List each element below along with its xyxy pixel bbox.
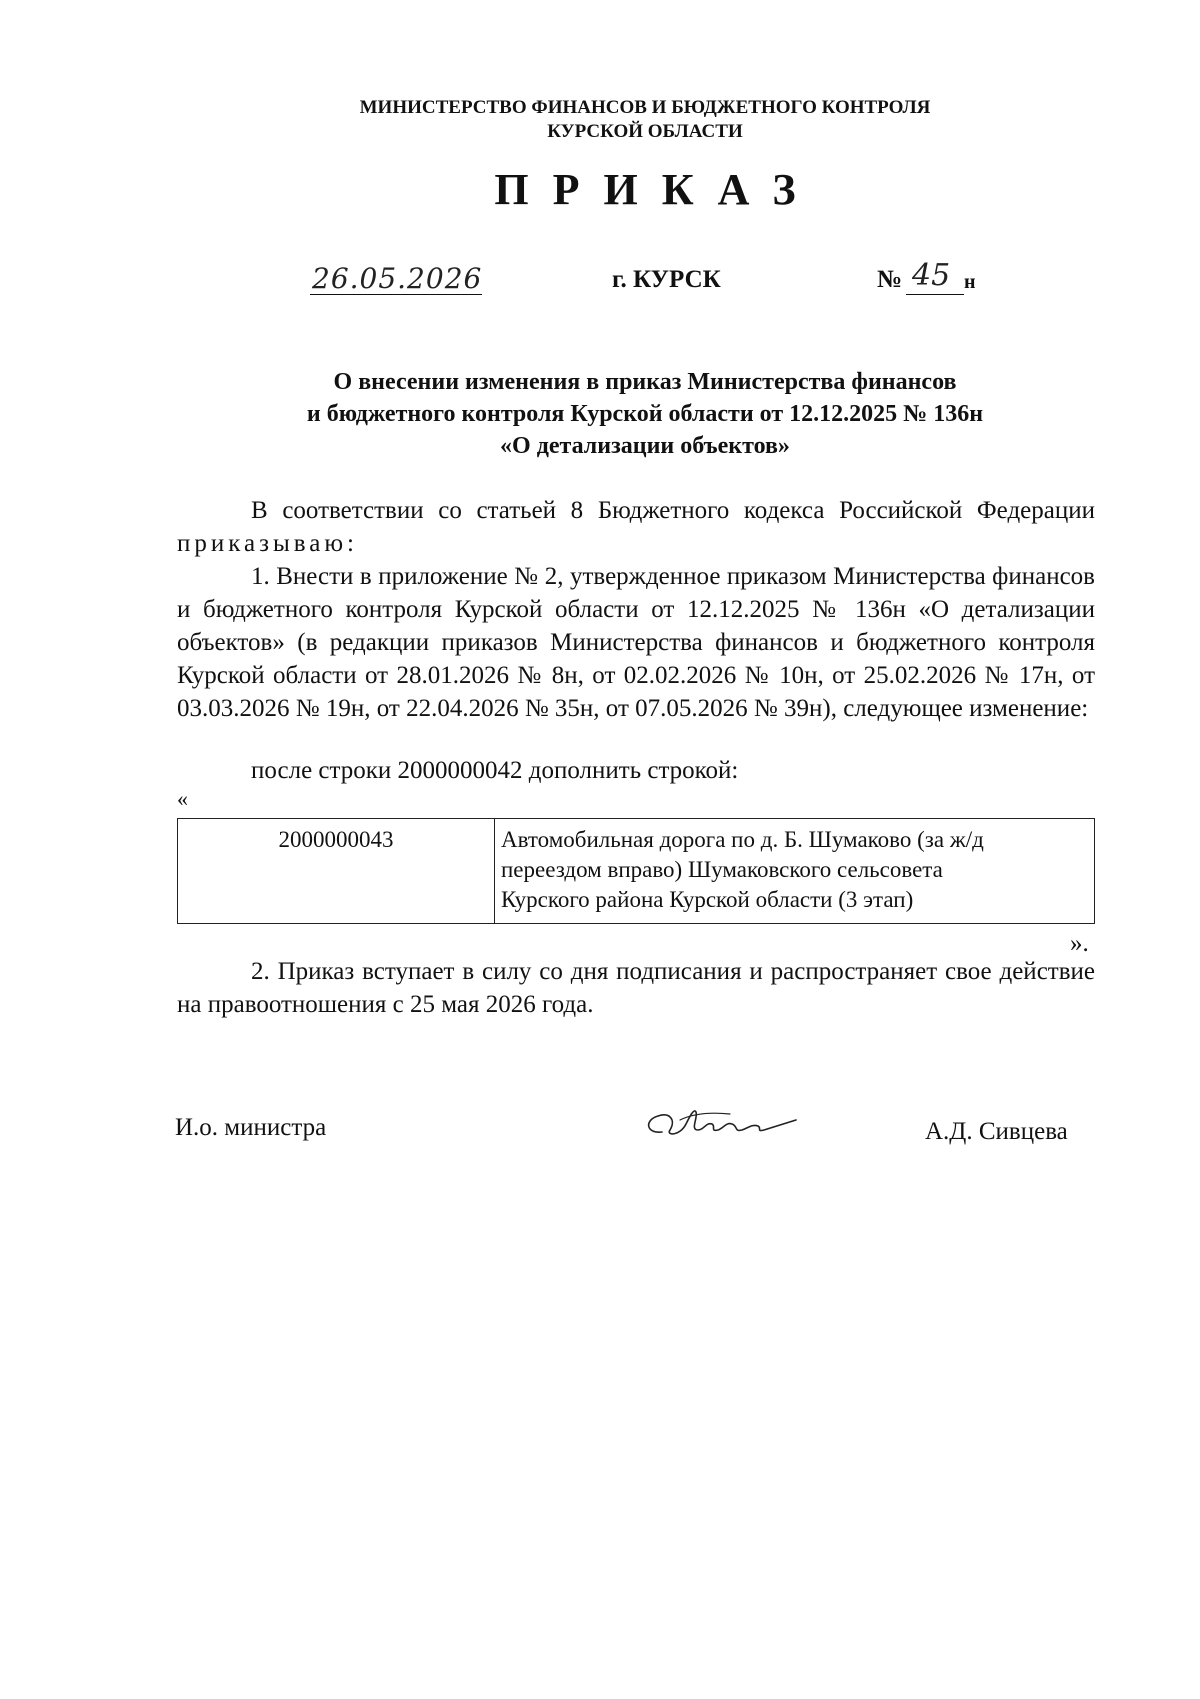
paragraph-item-1-instruction: после строки 2000000042 дополнить строкой: (251, 757, 739, 784)
signatory-name: А.Д. Сивцева (925, 1118, 1068, 1145)
table-row (178, 819, 1095, 924)
date-underline (310, 294, 482, 295)
amendment-table (177, 818, 1095, 924)
number-underline (906, 294, 964, 295)
ministry-line-1: МИНИСТЕРСТВО ФИНАНСОВ И БЮДЖЕТНОГО КОНТРОЛЯ (359, 97, 931, 118)
ministry-line-2: КУРСКОЙ ОБЛАСТИ (547, 121, 743, 142)
object-name-line-3: Курского района Курской области (3 этап) (501, 887, 914, 912)
number-prefix: № (877, 266, 903, 293)
paragraph-item-1: 1. Внести в приложение № 2, утвержденное приказом Министерства финансов и бюджетного контроля Курской области от 12.12.2025 № 136н «О детализации объектов» (в редакции приказов Министерства финансов и бюджетного контроля Курской области от 28.01.2026 № 8н, от 02.02.2026 № 10н, от 25.02.2026 № 17н, от 03.03.2026 № 19н, от 22.04.2026 № 35н, от 07.05.2026 № 39н), следующее изменение: (177, 563, 1095, 722)
city-label: г. КУРСК (612, 266, 721, 293)
paragraph-preamble (177, 494, 1095, 560)
document-type-title: ПРИКАЗ (494, 165, 820, 214)
signatory-role: И.о. министра (175, 1114, 327, 1141)
subject-line-2: и бюджетного контроля Курской области от 12.12.2025 № 136н (306, 401, 984, 427)
quote-open: « (177, 786, 188, 811)
handwritten-date: 26.05.2026 (312, 262, 483, 295)
subject-line-1: О внесении изменения в приказ Министерства финансов (333, 369, 957, 395)
preamble-order-word: приказываю (177, 530, 348, 557)
subject-line-3: «О детализации объектов» (500, 433, 790, 459)
object-name-line-2: переездом вправо) Шумаковского сельсовета (501, 857, 943, 882)
table-cell-name (495, 819, 1095, 924)
object-name-line-1: Автомобильная дорога по д. Б. Шумаково (за ж/д (501, 827, 984, 852)
paragraph-item-2: 2. Приказ вступает в силу со дня подписания и распространяет свое действие на правоотношения с 25 мая 2026 года. (177, 958, 1095, 1018)
handwritten-signature (640, 1090, 800, 1150)
number-suffix: н (964, 271, 976, 293)
order-subject (0, 366, 1200, 462)
table-cell-code: 2000000043 (178, 819, 495, 924)
ministry-header (0, 96, 1200, 144)
preamble-text: В соответствии со статьей 8 Бюджетного кодекса Российской Федерации (251, 497, 1095, 524)
handwritten-number: 45 (912, 258, 951, 293)
quote-close: ». (1070, 930, 1089, 957)
preamble-colon: : (347, 530, 354, 557)
